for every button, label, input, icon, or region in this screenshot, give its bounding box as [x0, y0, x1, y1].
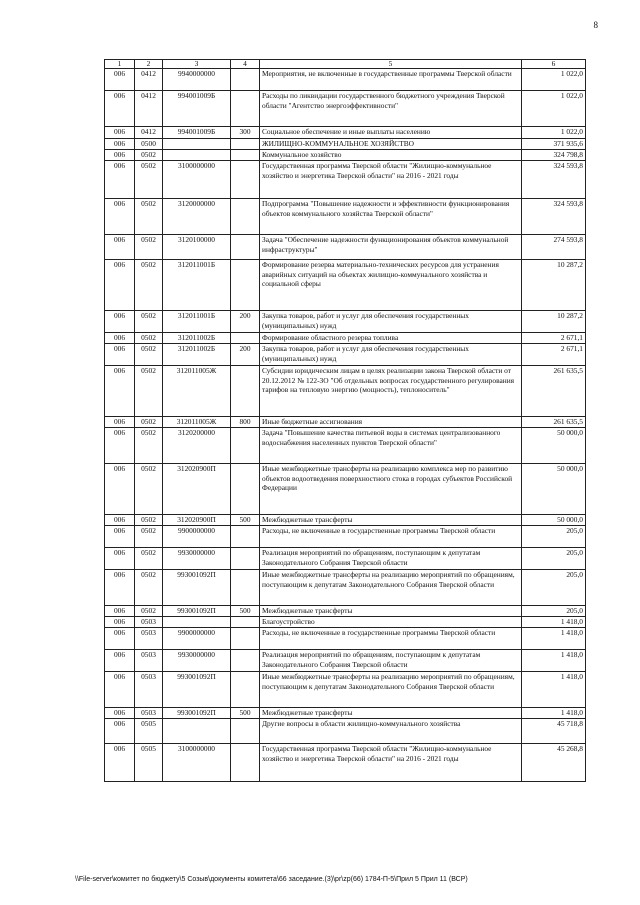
table-row [105, 628, 586, 650]
ministry-code-cell: 006 [105, 235, 135, 260]
expense-type-cell [231, 150, 260, 161]
ministry-code-cell: 006 [105, 366, 135, 417]
ministry-code-cell: 006 [105, 515, 135, 526]
description-cell: Иные межбюджетные трансферты на реализацию комплекса мер по развитию объектов водоотведения поверхностного стока в городах субъектов Российской Федерации [260, 464, 522, 515]
target-article-cell: 3120100000 [163, 235, 231, 260]
ministry-code-cell: 006 [105, 150, 135, 161]
section-code-cell: 0505 [135, 719, 163, 744]
ministry-code-cell: 006 [105, 311, 135, 333]
expense-type-cell [231, 650, 260, 672]
amount-cell: 2 671,1 [522, 344, 586, 366]
target-article-cell [163, 719, 231, 744]
target-article-cell: 993001092П [163, 570, 231, 606]
table-row [105, 719, 586, 744]
ministry-code-cell: 006 [105, 548, 135, 570]
budget-table [104, 59, 586, 782]
table-row [105, 260, 586, 311]
target-article-cell [163, 150, 231, 161]
target-article-cell: 994001009Б [163, 127, 231, 139]
section-code-cell: 0502 [135, 548, 163, 570]
description-cell: Коммунальное хозяйство [260, 150, 522, 161]
amount-cell: 1 418,0 [522, 628, 586, 650]
column-header: 4 [231, 60, 260, 69]
section-code-cell: 0412 [135, 91, 163, 127]
expense-type-cell [231, 617, 260, 628]
description-cell: Мероприятия, не включенные в государственные программы Тверской области [260, 69, 522, 91]
target-article-cell [163, 139, 231, 150]
table-row [105, 650, 586, 672]
expense-type-cell [231, 91, 260, 127]
amount-cell: 1 418,0 [522, 708, 586, 719]
section-code-cell: 0502 [135, 464, 163, 515]
expense-type-cell [231, 628, 260, 650]
target-article-cell: 312011002Б [163, 333, 231, 344]
expense-type-cell [231, 719, 260, 744]
amount-cell: 324 798,8 [522, 150, 586, 161]
ministry-code-cell: 006 [105, 526, 135, 548]
expense-type-cell [231, 235, 260, 260]
table-header-row [105, 60, 586, 69]
ministry-code-cell: 006 [105, 628, 135, 650]
amount-cell: 2 671,1 [522, 333, 586, 344]
ministry-code-cell: 006 [105, 333, 135, 344]
table-row [105, 672, 586, 708]
section-code-cell: 0502 [135, 161, 163, 199]
expense-type-cell [231, 260, 260, 311]
section-code-cell: 0502 [135, 366, 163, 417]
table-row [105, 744, 586, 782]
ministry-code-cell: 006 [105, 69, 135, 91]
description-cell: Субсидии юридическим лицам в целях реализации закона Тверской области от 20.12.2012 № 122-ЗО "Об отдельных вопросах государственного регулирования тарифов на тепловую энергию (мощность), теплоноситель" [260, 366, 522, 417]
description-cell: Задача "Повышение качества питьевой воды в системах централизованного водоснабжения населенных пунктов Тверской области" [260, 428, 522, 464]
amount-cell: 261 635,5 [522, 417, 586, 428]
ministry-code-cell: 006 [105, 650, 135, 672]
table-row [105, 366, 586, 417]
target-article-cell: 312020900П [163, 515, 231, 526]
expense-type-cell [231, 526, 260, 548]
column-header: 3 [163, 60, 231, 69]
table-row [105, 333, 586, 344]
amount-cell: 50 000,0 [522, 428, 586, 464]
section-code-cell: 0502 [135, 311, 163, 333]
ministry-code-cell: 006 [105, 344, 135, 366]
description-cell: Межбюджетные трансферты [260, 606, 522, 617]
description-cell: Государственная программа Тверской области "Жилищно-коммунальное хозяйство и энергетика Тверской области" на 2016 - 2021 годы [260, 744, 522, 782]
ministry-code-cell: 006 [105, 708, 135, 719]
ministry-code-cell: 006 [105, 428, 135, 464]
expense-type-cell: 200 [231, 311, 260, 333]
page-number: 8 [593, 20, 598, 30]
section-code-cell: 0503 [135, 672, 163, 708]
column-header: 1 [105, 60, 135, 69]
table-row [105, 570, 586, 606]
table-row [105, 417, 586, 428]
table-row [105, 139, 586, 150]
table-row [105, 606, 586, 617]
amount-cell: 274 593,8 [522, 235, 586, 260]
description-cell: Подпрограмма "Повышение надежности и эффективности функционирования объектов коммунального хозяйства Тверской области" [260, 199, 522, 235]
target-article-cell: 312011001Б [163, 260, 231, 311]
target-article-cell: 312020900П [163, 464, 231, 515]
ministry-code-cell: 006 [105, 260, 135, 311]
column-header: 5 [260, 60, 522, 69]
table-row [105, 150, 586, 161]
target-article-cell: 993001092П [163, 606, 231, 617]
section-code-cell: 0502 [135, 428, 163, 464]
ministry-code-cell: 006 [105, 719, 135, 744]
table-row [105, 464, 586, 515]
description-cell: Реализация мероприятий по обращениям, поступающим к депутатам Законодательного Собрания Тверской области [260, 650, 522, 672]
section-code-cell: 0505 [135, 744, 163, 782]
section-code-cell: 0502 [135, 199, 163, 235]
section-code-cell: 0502 [135, 333, 163, 344]
ministry-code-cell: 006 [105, 91, 135, 127]
description-cell: Закупка товаров, работ и услуг для обеспечения государственных (муниципальных) нужд [260, 311, 522, 333]
description-cell: Межбюджетные трансферты [260, 515, 522, 526]
ministry-code-cell: 006 [105, 139, 135, 150]
amount-cell: 261 635,5 [522, 366, 586, 417]
expense-type-cell [231, 69, 260, 91]
table-row [105, 161, 586, 199]
expense-type-cell [231, 570, 260, 606]
table-row [105, 617, 586, 628]
column-header: 6 [522, 60, 586, 69]
expense-type-cell [231, 548, 260, 570]
description-cell: Расходы, не включенные в государственные программы Тверской области [260, 526, 522, 548]
description-cell: Задача "Обеспечение надежности функционирования объектов коммунальной инфраструктуры" [260, 235, 522, 260]
target-article-cell: 9900000000 [163, 526, 231, 548]
ministry-code-cell: 006 [105, 127, 135, 139]
description-cell: Иные межбюджетные трансферты на реализацию мероприятий по обращениям, поступающим к депутатам Законодательного Собрания Тверской области [260, 570, 522, 606]
amount-cell: 1 022,0 [522, 69, 586, 91]
table-row [105, 69, 586, 91]
target-article-cell: 3120200000 [163, 428, 231, 464]
description-cell: Реализация мероприятий по обращениям, поступающим к депутатам Законодательного Собрания Тверской области [260, 548, 522, 570]
description-cell: Расходы по ликвидации государственного бюджетного учреждения Тверской области "Агентство энергоэффективности" [260, 91, 522, 127]
section-code-cell: 0502 [135, 260, 163, 311]
ministry-code-cell: 006 [105, 672, 135, 708]
expense-type-cell: 500 [231, 708, 260, 719]
column-header: 2 [135, 60, 163, 69]
amount-cell: 50 000,0 [522, 515, 586, 526]
amount-cell: 205,0 [522, 606, 586, 617]
description-cell: Иные бюджетные ассигнования [260, 417, 522, 428]
amount-cell: 45 718,8 [522, 719, 586, 744]
table-row [105, 428, 586, 464]
target-article-cell: 3120000000 [163, 199, 231, 235]
amount-cell: 1 022,0 [522, 91, 586, 127]
table-row [105, 708, 586, 719]
expense-type-cell [231, 139, 260, 150]
amount-cell: 10 287,2 [522, 311, 586, 333]
target-article-cell: 9940000000 [163, 69, 231, 91]
expense-type-cell [231, 744, 260, 782]
table-row [105, 91, 586, 127]
target-article-cell: 9900000000 [163, 628, 231, 650]
amount-cell: 1 418,0 [522, 650, 586, 672]
target-article-cell: 312011005Ж [163, 366, 231, 417]
section-code-cell: 0502 [135, 150, 163, 161]
expense-type-cell: 800 [231, 417, 260, 428]
target-article-cell: 312011005Ж [163, 417, 231, 428]
expense-type-cell: 200 [231, 344, 260, 366]
section-code-cell: 0503 [135, 650, 163, 672]
expense-type-cell [231, 333, 260, 344]
description-cell: Другие вопросы в области жилищно-коммунального хозяйства [260, 719, 522, 744]
ministry-code-cell: 006 [105, 161, 135, 199]
section-code-cell: 0502 [135, 417, 163, 428]
section-code-cell: 0500 [135, 139, 163, 150]
section-code-cell: 0502 [135, 515, 163, 526]
table-row [105, 235, 586, 260]
amount-cell: 205,0 [522, 548, 586, 570]
target-article-cell: 9930000000 [163, 650, 231, 672]
ministry-code-cell: 006 [105, 617, 135, 628]
ministry-code-cell: 006 [105, 464, 135, 515]
ministry-code-cell: 006 [105, 744, 135, 782]
ministry-code-cell: 006 [105, 199, 135, 235]
amount-cell: 45 268,8 [522, 744, 586, 782]
amount-cell: 1 022,0 [522, 127, 586, 139]
target-article-cell: 994001009Б [163, 91, 231, 127]
description-cell: Благоустройство [260, 617, 522, 628]
target-article-cell: 3100000000 [163, 161, 231, 199]
section-code-cell: 0502 [135, 570, 163, 606]
description-cell: Межбюджетные трансферты [260, 708, 522, 719]
expense-type-cell [231, 199, 260, 235]
ministry-code-cell: 006 [105, 606, 135, 617]
target-article-cell: 3100000000 [163, 744, 231, 782]
section-code-cell: 0503 [135, 617, 163, 628]
description-cell: Иные межбюджетные трансферты на реализацию мероприятий по обращениям, поступающим к депутатам Законодательного Собрания Тверской области [260, 672, 522, 708]
table-row [105, 344, 586, 366]
file-path-footer: \\File-server\комитет по бюджету\5 Созыв\документы комитета\66 заседание.(3)\pr\zp(66) 1784-П-5\Прил 5 Прил 11 (ВСР) [75, 876, 468, 883]
target-article-cell: 312011001Б [163, 311, 231, 333]
target-article-cell: 312011002Б [163, 344, 231, 366]
amount-cell: 205,0 [522, 570, 586, 606]
expense-type-cell: 500 [231, 515, 260, 526]
section-code-cell: 0502 [135, 606, 163, 617]
description-cell: ЖИЛИЩНО-КОММУНАЛЬНОЕ ХОЗЯЙСТВО [260, 139, 522, 150]
target-article-cell: 993001092П [163, 672, 231, 708]
expense-type-cell [231, 161, 260, 199]
description-cell: Социальное обеспечение и иные выплаты населению [260, 127, 522, 139]
amount-cell: 324 593,8 [522, 161, 586, 199]
description-cell: Расходы, не включенные в государственные программы Тверской области [260, 628, 522, 650]
table-row [105, 311, 586, 333]
description-cell: Закупка товаров, работ и услуг для обеспечения государственных (муниципальных) нужд [260, 344, 522, 366]
expense-type-cell [231, 428, 260, 464]
amount-cell: 205,0 [522, 526, 586, 548]
ministry-code-cell: 006 [105, 417, 135, 428]
section-code-cell: 0502 [135, 235, 163, 260]
section-code-cell: 0503 [135, 708, 163, 719]
table-row [105, 199, 586, 235]
target-article-cell: 993001092П [163, 708, 231, 719]
expense-type-cell [231, 366, 260, 417]
table-row [105, 548, 586, 570]
target-article-cell [163, 617, 231, 628]
section-code-cell: 0502 [135, 526, 163, 548]
expense-type-cell: 500 [231, 606, 260, 617]
amount-cell: 371 935,6 [522, 139, 586, 150]
expense-type-cell [231, 464, 260, 515]
table-row [105, 515, 586, 526]
amount-cell: 10 287,2 [522, 260, 586, 311]
expense-type-cell: 300 [231, 127, 260, 139]
amount-cell: 1 418,0 [522, 617, 586, 628]
target-article-cell: 9930000000 [163, 548, 231, 570]
description-cell: Формирование резерва материально-технических ресурсов для устранения аварийных ситуаций на объектах жилищно-коммунального хозяйства и социальной сферы [260, 260, 522, 311]
description-cell: Формирование областного резерва топлива [260, 333, 522, 344]
expense-type-cell [231, 672, 260, 708]
amount-cell: 324 593,8 [522, 199, 586, 235]
section-code-cell: 0502 [135, 344, 163, 366]
ministry-code-cell: 006 [105, 570, 135, 606]
section-code-cell: 0412 [135, 127, 163, 139]
description-cell: Государственная программа Тверской области "Жилищно-коммунальное хозяйство и энергетика Тверской области" на 2016 - 2021 годы [260, 161, 522, 199]
amount-cell: 50 000,0 [522, 464, 586, 515]
section-code-cell: 0412 [135, 69, 163, 91]
section-code-cell: 0503 [135, 628, 163, 650]
table-row [105, 127, 586, 139]
amount-cell: 1 418,0 [522, 672, 586, 708]
table-row [105, 526, 586, 548]
